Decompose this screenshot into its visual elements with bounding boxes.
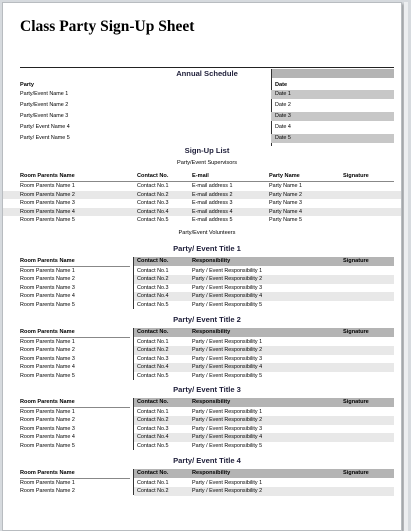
- signup-row: [3, 191, 401, 200]
- parent-name: Room Parents Name 1: [20, 408, 75, 415]
- signup-row: [3, 208, 401, 217]
- parent-name: Room Parents Name 4: [20, 434, 75, 440]
- event-row: [3, 372, 401, 381]
- contact-number: Contact No.3: [137, 284, 169, 291]
- parent-name: Room Parents Name 2: [20, 191, 75, 198]
- event-col-header: Contact No.: [137, 399, 169, 405]
- responsibility: Party / Event Responsibility 4: [192, 293, 263, 299]
- event-col-header: Responsibility: [192, 470, 231, 476]
- contact-number: Contact No.3: [137, 355, 169, 362]
- email-address: E-mail address 1: [192, 183, 233, 189]
- page-title: Class Party Sign-Up Sheet: [20, 18, 195, 35]
- event-row: [3, 355, 401, 364]
- email-address: E-mail address 4: [192, 208, 233, 215]
- contact-number: Contact No.4: [137, 293, 169, 299]
- event-title: Party/ Event Title 2: [173, 315, 241, 324]
- parent-name: Room Parents Name 1: [20, 338, 75, 345]
- party-name: Party Name 5: [269, 217, 302, 223]
- parent-name: Room Parents Name 1: [20, 267, 75, 274]
- party-date: Date 4: [275, 124, 291, 130]
- event-col-header: Contact No.: [137, 470, 169, 476]
- party-date: Date 5: [275, 135, 291, 141]
- responsibility: Party / Event Responsibility 2: [192, 347, 263, 353]
- event-row: [3, 442, 401, 451]
- event-row: [3, 479, 401, 488]
- event-row: [3, 301, 401, 310]
- parent-name: Room Parents Name 2: [20, 347, 75, 353]
- contact-number: Contact No.5: [137, 301, 169, 308]
- responsibility: Party / Event Responsibility 2: [192, 488, 263, 494]
- contact-number: Contact No.4: [137, 434, 169, 440]
- responsibility: Party / Event Responsibility 3: [192, 355, 263, 362]
- parent-name: Room Parents Name 5: [20, 217, 75, 223]
- responsibility: Party / Event Responsibility 4: [192, 364, 263, 370]
- email-address: E-mail address 3: [192, 200, 233, 206]
- event-row: [3, 346, 401, 355]
- event-row: [3, 292, 401, 301]
- parent-name: Room Parents Name 5: [20, 442, 75, 449]
- page-edge: [404, 2, 408, 531]
- volunteers-label: Party/Event Volunteers: [178, 230, 236, 236]
- responsibility: Party / Event Responsibility 1: [192, 479, 263, 486]
- parent-name: Room Parents Name 2: [20, 488, 75, 494]
- parent-name: Room Parents Name 3: [20, 200, 75, 206]
- signup-heading: Sign-Up List: [184, 146, 230, 155]
- event-title: Party/ Event Title 1: [173, 244, 241, 253]
- event-header-row: [3, 328, 401, 337]
- event-col-header: Responsibility: [192, 399, 231, 405]
- email-address: E-mail address 5: [192, 217, 233, 223]
- party-name: Party Name 2: [269, 191, 302, 198]
- contact-number: Contact No.1: [137, 267, 169, 274]
- date-column-header: Date: [275, 82, 288, 88]
- parent-name: Room Parents Name 5: [20, 301, 75, 308]
- responsibility: Party / Event Responsibility 4: [192, 434, 263, 440]
- parent-name: Room Parents Name 5: [20, 372, 75, 379]
- parent-name: Room Parents Name 3: [20, 355, 75, 362]
- parent-name: Room Parents Name 4: [20, 293, 75, 299]
- event-col-header: Responsibility: [192, 258, 231, 264]
- signup-row: [3, 182, 401, 191]
- signup-col-header: Signature: [343, 173, 369, 179]
- event-col-header: Room Parents Name: [20, 258, 75, 264]
- party-name: Party/Event Name 1: [20, 91, 69, 97]
- email-address: E-mail address 2: [192, 191, 233, 198]
- party-name: Party/Event Name 3: [20, 113, 69, 119]
- contact-number: Contact No.2: [137, 276, 169, 282]
- parent-name: Room Parents Name 1: [20, 183, 75, 189]
- responsibility: Party / Event Responsibility 1: [192, 267, 263, 274]
- schedule-header-row: [3, 81, 401, 90]
- parent-name: Room Parents Name 2: [20, 276, 75, 282]
- event-col-header: Contact No.: [137, 258, 169, 264]
- contact-number: Contact No.2: [137, 191, 169, 198]
- schedule-row: [3, 90, 401, 99]
- contact-number: Contact No.3: [137, 200, 169, 206]
- party-column-header: Party: [20, 82, 34, 88]
- responsibility: Party / Event Responsibility 3: [192, 425, 263, 432]
- event-header-row: [3, 257, 401, 266]
- parent-name: Room Parents Name 4: [20, 364, 75, 370]
- contact-number: Contact No.1: [137, 479, 169, 486]
- event-col-header: Signature: [343, 258, 369, 264]
- contact-number: Contact No.2: [137, 347, 169, 353]
- party-date: Date 3: [275, 113, 291, 119]
- schedule-row: [3, 112, 401, 121]
- responsibility: Party / Event Responsibility 3: [192, 284, 263, 291]
- party-name: Party Name 3: [269, 200, 302, 206]
- event-row: [3, 487, 401, 496]
- party-name: Party Name 1: [269, 183, 302, 189]
- document-page: [2, 2, 402, 531]
- responsibility: Party / Event Responsibility 2: [192, 417, 263, 423]
- contact-number: Contact No.2: [137, 488, 169, 494]
- party-name: Party/Event Name 2: [20, 102, 69, 108]
- contact-number: Contact No.5: [137, 442, 169, 449]
- party-date: Date 1: [275, 91, 291, 97]
- event-col-header: Room Parents Name: [20, 470, 75, 476]
- event-col-header: Signature: [343, 399, 369, 405]
- responsibility: Party / Event Responsibility 5: [192, 442, 263, 449]
- contact-number: Contact No.1: [137, 408, 169, 415]
- responsibility: Party / Event Responsibility 5: [192, 301, 263, 308]
- event-row: [3, 433, 401, 442]
- party-date: Date 2: [275, 102, 291, 108]
- contact-number: Contact No.1: [137, 338, 169, 345]
- parent-name: Room Parents Name 3: [20, 425, 75, 432]
- annual-schedule-heading: Annual Schedule: [176, 69, 238, 78]
- event-row: [3, 275, 401, 284]
- event-col-header: Room Parents Name: [20, 399, 75, 405]
- parent-name: Room Parents Name 4: [20, 208, 75, 215]
- contact-number: Contact No.3: [137, 425, 169, 432]
- signup-col-header: Party Name: [269, 173, 300, 179]
- event-row: [3, 338, 401, 347]
- contact-number: Contact No.2: [137, 417, 169, 423]
- event-col-header: Room Parents Name: [20, 329, 75, 335]
- signup-row: [3, 199, 401, 208]
- responsibility: Party / Event Responsibility 1: [192, 408, 263, 415]
- event-row: [3, 425, 401, 434]
- responsibility: Party / Event Responsibility 5: [192, 372, 263, 379]
- signup-col-header: E-mail: [192, 173, 209, 179]
- signup-row: [3, 216, 401, 225]
- signup-col-header: Contact No.: [137, 173, 169, 179]
- contact-number: Contact No.1: [137, 183, 169, 189]
- parent-name: Room Parents Name 2: [20, 417, 75, 423]
- parent-name: Room Parents Name 1: [20, 479, 75, 486]
- event-row: [3, 267, 401, 276]
- event-header-row: [3, 469, 401, 478]
- event-header-row: [3, 398, 401, 407]
- event-row: [3, 408, 401, 417]
- event-col-header: Signature: [343, 329, 369, 335]
- event-col-header: Responsibility: [192, 329, 231, 335]
- contact-number: Contact No.4: [137, 208, 169, 215]
- event-title: Party/ Event Title 4: [173, 456, 241, 465]
- event-col-header: Signature: [343, 470, 369, 476]
- title-rule: [20, 67, 394, 68]
- party-name: Party Name 4: [269, 208, 302, 215]
- party-name: Party/ Event Name 5: [20, 135, 70, 141]
- schedule-row: [3, 134, 401, 143]
- event-title: Party/ Event Title 3: [173, 385, 241, 394]
- contact-number: Contact No.5: [137, 372, 169, 379]
- signup-col-header: Room Parents Name: [20, 173, 75, 179]
- responsibility: Party / Event Responsibility 2: [192, 276, 263, 282]
- schedule-row: [3, 101, 401, 110]
- schedule-row: [3, 123, 401, 132]
- signup-header-row: [3, 172, 401, 181]
- event-row: [3, 416, 401, 425]
- party-name: Party/ Event Name 4: [20, 124, 70, 130]
- contact-number: Contact No.5: [137, 217, 169, 223]
- responsibility: Party / Event Responsibility 1: [192, 338, 263, 345]
- parent-name: Room Parents Name 3: [20, 284, 75, 291]
- event-col-header: Contact No.: [137, 329, 169, 335]
- contact-number: Contact No.4: [137, 364, 169, 370]
- supervisors-label: Party/Event Supervisors: [176, 160, 237, 166]
- event-row: [3, 284, 401, 293]
- event-row: [3, 363, 401, 372]
